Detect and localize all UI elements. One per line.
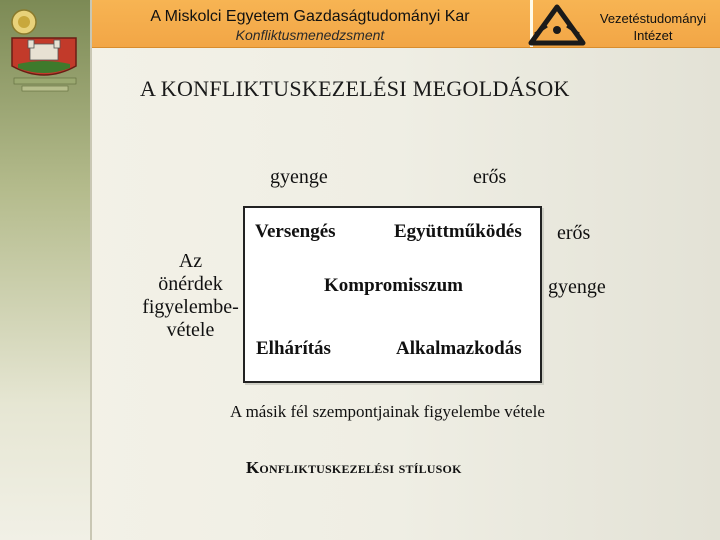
- y-axis-label: [138, 250, 243, 342]
- y-axis-label-line: önérdek: [158, 273, 223, 295]
- style-compromise: Kompromisszum: [324, 275, 463, 296]
- y-axis-label-line: figyelembe-: [142, 296, 239, 318]
- institute-name-line2: Intézet: [633, 28, 673, 43]
- course-name: Konfliktusmenedzsment: [235, 27, 385, 43]
- top-label-weak: gyenge: [270, 166, 328, 188]
- sidebar-divider: [90, 0, 92, 540]
- slide-title: A KONFLIKTUSKEZELÉSI MEGOLDÁSOK: [140, 76, 570, 101]
- institute-name: [592, 10, 714, 44]
- institute-triangle-logo-icon: [527, 4, 587, 46]
- side-label-strong: erős: [557, 222, 591, 244]
- top-label-strong: erős: [473, 166, 507, 188]
- institute-name-line1: Vezetéstudományi: [599, 11, 707, 26]
- y-axis-label-line: Az: [178, 250, 203, 272]
- institution-name: A Miskolci Egyetem Gazdaságtudományi Kar: [150, 8, 470, 25]
- university-crest-icon: [6, 4, 84, 96]
- style-competing: Versengés: [255, 221, 336, 242]
- style-accommodating: Alkalmazkodás: [396, 338, 522, 359]
- style-collaborating: Együttműködés: [394, 221, 522, 242]
- y-axis-label-line: vétele: [166, 319, 215, 341]
- styles-subtitle: Konfliktuskezelési stílusok: [246, 458, 462, 477]
- x-axis-caption: A másik fél szempontjainak figyelembe vétele: [230, 402, 545, 421]
- style-avoiding: Elhárítás: [256, 338, 331, 359]
- side-label-weak: gyenge: [548, 276, 606, 298]
